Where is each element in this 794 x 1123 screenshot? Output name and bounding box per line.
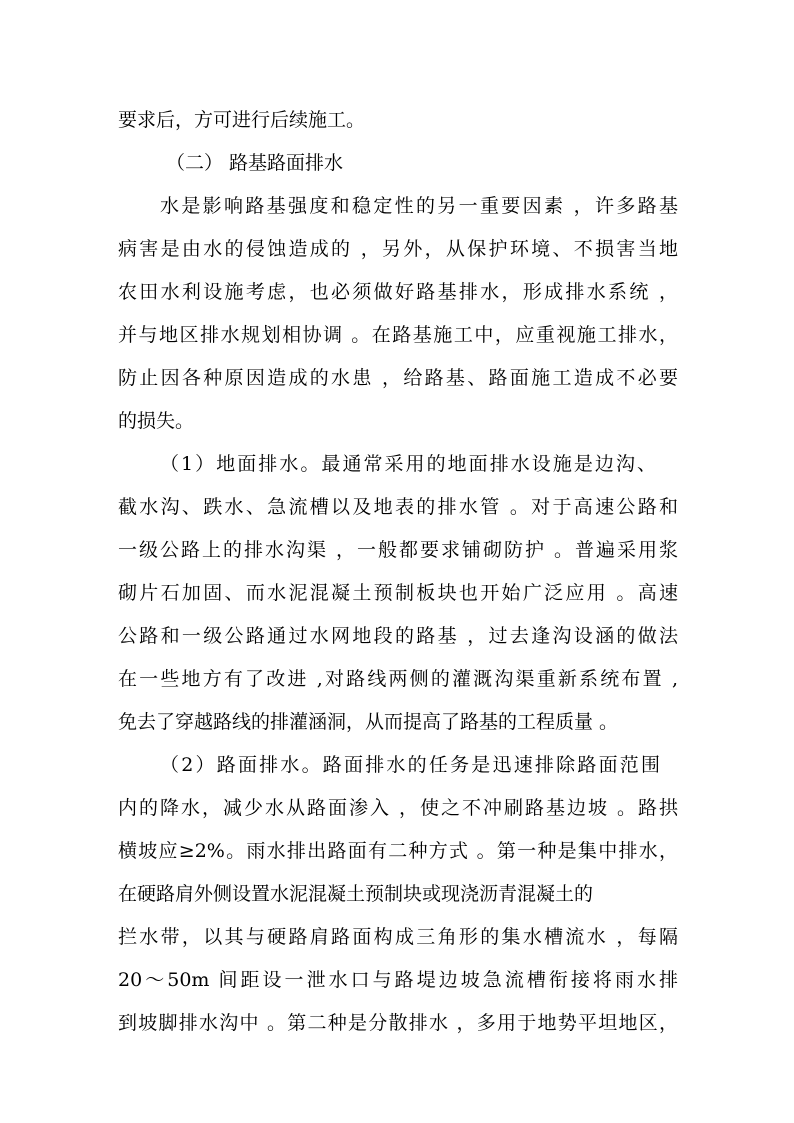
paragraph-line: 水是影响路基强度和稳定性的另一重要因素 ，许多路基: [160, 195, 678, 217]
paragraph-line: 病害是由水的侵蚀造成的 ，另外，从保护环境、不损害当地: [118, 238, 678, 260]
paragraph-line: 一级公路上的排水沟渠 ，一般都要求铺砌防护 。普遍采用浆: [118, 539, 678, 561]
paragraph-line: 砌片石加固、而水泥混凝土预制板块也开始广泛应用 。高速: [118, 582, 678, 604]
paragraph-line: 防止因各种原因造成的水患 ，给路基、路面施工造成不必要: [118, 367, 678, 389]
paragraph-line: 农田水利设施考虑，也必须做好路基排水，形成排水系统 ，: [118, 281, 678, 303]
paragraph-line: 在一些地方有了改进 ,对路线两侧的灌溉沟渠重新系统布置 ,: [118, 668, 678, 690]
paragraph-line: 20～50m 间距设一泄水口与路堤边坡急流槽衔接将雨水排: [118, 969, 678, 991]
paragraph-line: 到坡脚排水沟中 。第二种是分散排水 ，多用于地势平坦地区，: [118, 1012, 678, 1034]
paragraph-line: （2）路面排水。路面排水的任务是迅速排除路面范围: [160, 754, 660, 776]
paragraph-line: 内的降水，减少水从路面渗入 ，使之不冲刷路基边坡 。路拱: [118, 797, 678, 819]
paragraph-line: 拦水带，以其与硬路肩路面构成三角形的集水槽流水 ，每隔: [118, 926, 678, 948]
paragraph-line: 截水沟、跌水、急流槽以及地表的排水管 。对于高速公路和: [118, 496, 678, 518]
paragraph-line: 并与地区排水规划相协调 。在路基施工中，应重视施工排水，: [118, 324, 678, 346]
paragraph-line: 免去了穿越路线的排灌涵洞，从而提高了路基的工程质量 。: [118, 711, 619, 733]
paragraph-line: 横坡应≥2%。雨水排出路面有二种方式 。第一种是集中排水，: [118, 840, 678, 862]
paragraph-line: 要求后，方可进行后续施工。: [118, 109, 366, 131]
paragraph-line: （1）地面排水。最通常采用的地面排水设施是边沟、: [160, 453, 656, 475]
paragraph-line: 在硬路肩外侧设置水泥混凝土预制块或现浇沥青混凝土的: [118, 883, 594, 905]
paragraph-line: 公路和一级公路通过水网地段的路基 ，过去逢沟设涵的做法: [118, 625, 678, 647]
section-heading: （二） 路基路面排水: [166, 152, 344, 174]
paragraph-line: 的损失。: [118, 410, 195, 432]
